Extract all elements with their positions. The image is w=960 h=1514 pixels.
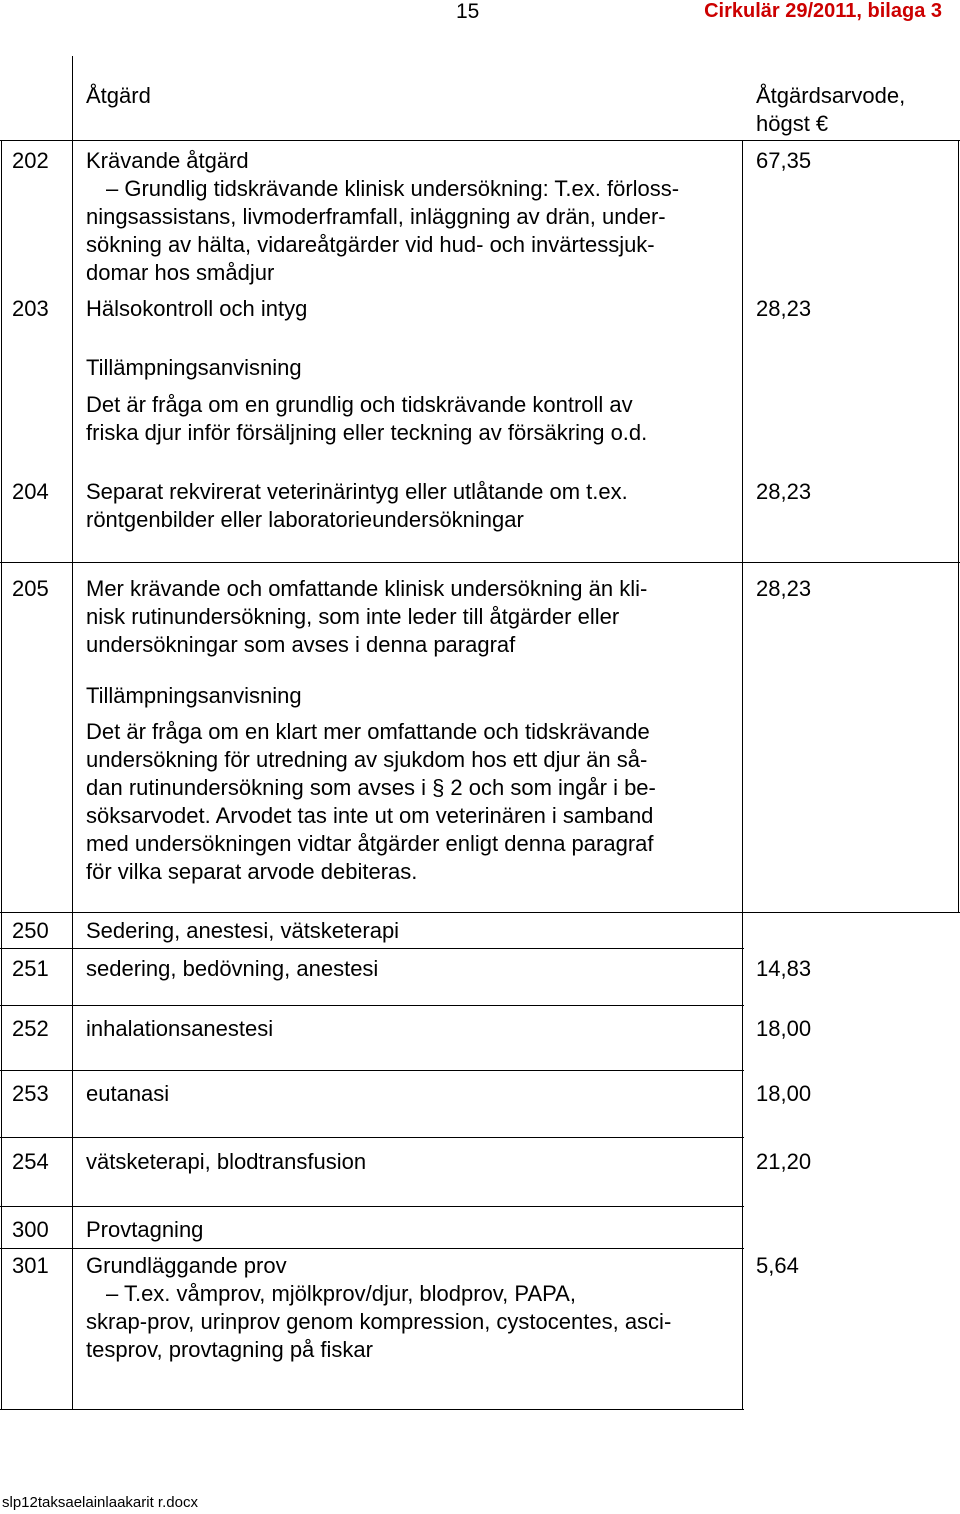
document-title: Cirkulär 29/2011, bilaga 3 <box>704 0 942 22</box>
table-border-fee-column <box>742 140 743 1410</box>
row-description <box>86 1280 671 1364</box>
text-line: röntgenbilder eller laboratorieundersökningar <box>86 507 524 532</box>
text-line: Det är fråga om en klart mer omfattande och tidskrävande <box>86 719 650 744</box>
guidance-label: Tillämpningsanvisning <box>86 355 302 380</box>
column-header-action: Åtgärd <box>86 83 151 108</box>
text-line: med undersökningen vidtar åtgärder enligt denna paragraf <box>86 831 654 856</box>
row-fee: 5,64 <box>756 1253 799 1278</box>
row-fee: 14,83 <box>756 956 812 981</box>
row-fee: 28,23 <box>756 296 812 321</box>
row-title: vätsketerapi, blodtransfusion <box>86 1149 367 1174</box>
text-line: skrap-prov, urinprov genom kompression, cystocentes, asci- <box>86 1309 672 1334</box>
row-code: 203 <box>12 296 49 321</box>
row-divider <box>0 140 960 141</box>
text-line: Separat rekvirerat veterinärintyg eller utlåtande om t.ex. <box>86 479 628 504</box>
row-title: Hälsokontroll och intyg <box>86 296 308 321</box>
table-border-left <box>1 140 2 1410</box>
row-title: eutanasi <box>86 1081 170 1106</box>
text-line: – Grundlig tidskrävande klinisk undersökning: T.ex. förloss- <box>106 176 680 201</box>
row-fee: 18,00 <box>756 1081 812 1106</box>
row-title: Krävande åtgärd <box>86 148 249 173</box>
row-divider <box>0 1070 744 1071</box>
row-description <box>86 478 628 534</box>
text-line: – T.ex. våmprov, mjölkprov/djur, blodprov, PAPA, <box>106 1281 576 1306</box>
text-line: undersökningar som avses i denna paragraf <box>86 632 516 657</box>
row-divider <box>0 1005 744 1006</box>
row-fee: 18,00 <box>756 1016 812 1041</box>
row-divider <box>0 948 744 949</box>
guidance-label: Tillämpningsanvisning <box>86 683 302 708</box>
row-code: 301 <box>12 1253 49 1278</box>
row-code: 251 <box>12 956 49 981</box>
text-line: friska djur inför försäljning eller teckning av försäkring o.d. <box>86 420 648 445</box>
footer-filename: slp12taksaelainlaakarit r.docx <box>2 1494 198 1511</box>
text-line: undersökning för utredning av sjukdom hos ett djur än så- <box>86 747 648 772</box>
row-title: Provtagning <box>86 1217 204 1242</box>
row-code: 254 <box>12 1149 49 1174</box>
text-line: ningsassistans, livmoderframfall, inläggning av drän, under- <box>86 204 666 229</box>
row-code: 250 <box>12 918 49 943</box>
text-line: söksarvodet. Arvodet tas inte ut om veterinären i samband <box>86 803 654 828</box>
row-code: 300 <box>12 1217 49 1242</box>
row-fee: 28,23 <box>756 479 812 504</box>
row-code: 202 <box>12 148 49 173</box>
guidance-text <box>86 718 656 886</box>
row-divider <box>0 912 960 913</box>
row-divider <box>0 1206 744 1207</box>
row-fee: 67,35 <box>756 148 812 173</box>
table-border-right <box>958 140 959 912</box>
text-line: Det är fråga om en grundlig och tidskrävande kontroll av <box>86 392 633 417</box>
text-line: nisk rutinundersökning, som inte leder till åtgärder eller <box>86 604 620 629</box>
row-title: Grundläggande prov <box>86 1253 287 1278</box>
row-code: 253 <box>12 1081 49 1106</box>
text-line: för vilka separat arvode debiteras. <box>86 859 418 884</box>
column-header-fee-line1: Åtgärdsarvode, <box>756 83 906 108</box>
text-line: dan rutinundersökning som avses i § 2 och som ingår i be- <box>86 775 656 800</box>
row-divider <box>0 1137 744 1138</box>
text-line: tesprov, provtagning på fiskar <box>86 1337 373 1362</box>
guidance-text <box>86 391 647 447</box>
row-code: 205 <box>12 576 49 601</box>
row-divider <box>0 1248 744 1249</box>
row-code: 204 <box>12 479 49 504</box>
row-fee: 21,20 <box>756 1149 812 1174</box>
text-line: sökning av hälta, vidareåtgärder vid hud- och invärtessjuk- <box>86 232 655 257</box>
row-description <box>86 175 679 287</box>
row-title: sedering, bedövning, anestesi <box>86 956 379 981</box>
row-description <box>86 575 647 659</box>
text-line: domar hos smådjur <box>86 260 275 285</box>
row-title: inhalationsanestesi <box>86 1016 274 1041</box>
column-header-fee-line2: högst € <box>756 111 829 136</box>
row-code: 252 <box>12 1016 49 1041</box>
page-number: 15 <box>456 0 480 23</box>
row-divider <box>0 562 960 563</box>
row-title: Sedering, anestesi, vätsketerapi <box>86 918 400 943</box>
text-line: Mer krävande och omfattande klinisk undersökning än kli- <box>86 576 648 601</box>
row-fee: 28,23 <box>756 576 812 601</box>
row-divider <box>0 1409 744 1410</box>
